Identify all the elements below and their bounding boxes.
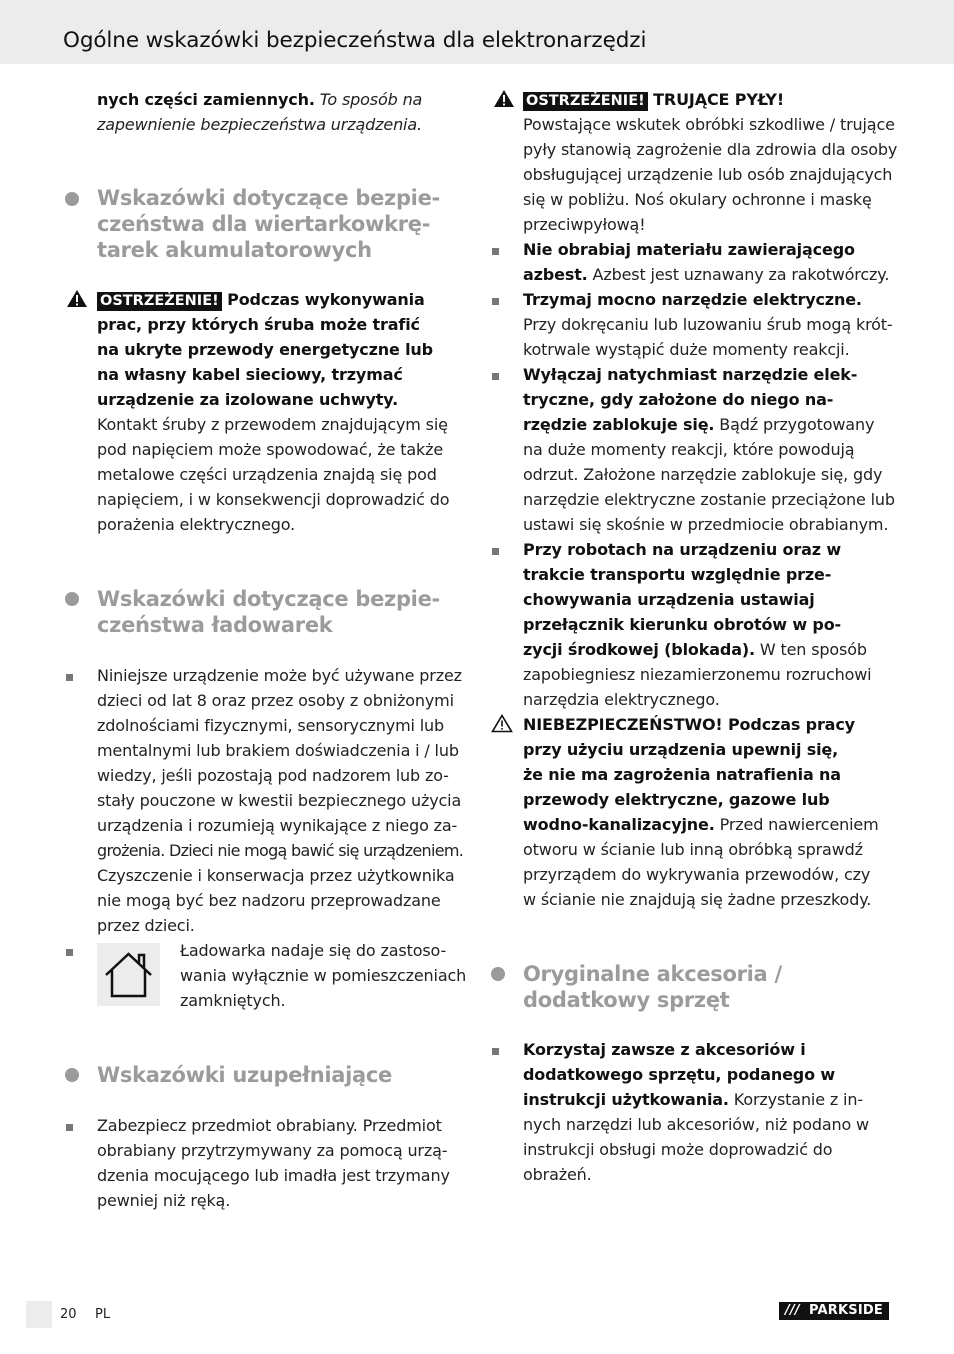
heading-bullet: [491, 967, 505, 981]
warning-bold-line: na ukryte przewody energetyczne lub: [97, 340, 433, 359]
body-line: ustawi się skośnie w przedmiocie obrabianym.: [523, 515, 889, 534]
house-icon: [97, 943, 160, 1006]
body-line: pewniej niż ręką.: [97, 1191, 231, 1210]
bold-line: zycji środkowej (blokada).: [523, 640, 755, 659]
body-line: stały pouczone w kwestii bezpiecznego użycia: [97, 791, 462, 810]
body-line: mentalnymi lub brakiem doświadczenia i / lub: [97, 741, 459, 760]
warning-bold-line: urządzenie za izolowane uchwyty.: [97, 390, 399, 409]
body-line: porażenia elektrycznego.: [97, 515, 296, 534]
body-line: nych narzędzi lub akcesoriów, niż podano w: [523, 1115, 869, 1134]
body-line: Ładowarka nadaje się do zastoso-: [180, 941, 447, 960]
page-title: Ogólne wskazówki bezpieczeństwa dla elektronarzędzi: [63, 28, 647, 53]
heading-bullet: [65, 192, 79, 206]
body-line: Przed nawierceniem: [714, 815, 879, 834]
warning-block-dust: [523, 87, 903, 237]
body-line: Niniejsze urządzenie może być używane przez: [97, 666, 462, 685]
body-line: zdolnościami fizycznymi, sensorycznymi lub: [97, 716, 445, 735]
body-line: w ścianie nie znajdują się żadne przeszkody.: [523, 890, 872, 909]
logo-stripes: ///: [785, 1303, 800, 1318]
list-item-accessories: [523, 1037, 903, 1187]
language-code: PL: [95, 1307, 111, 1322]
intro-bold-text: nych części zamiennych.: [97, 90, 315, 109]
list-item-indoor: [180, 938, 475, 1013]
danger-triangle-icon: [491, 714, 513, 733]
warning-bold-line: Podczas wykonywania: [221, 290, 425, 309]
body-line: wania wyłącznie w pomieszczeniach: [180, 966, 467, 985]
body-line: wiedzy, jeśli pozostają pod nadzorem lub zo-: [97, 766, 449, 785]
intro-paragraph: [97, 87, 467, 137]
list-item-switch-off: [523, 362, 903, 537]
list-bullet: [492, 1048, 499, 1055]
body-line: grożenia. Dzieci nie mogą bawić się urządzeniem.: [97, 841, 464, 860]
list-bullet: [492, 373, 499, 380]
intro-italic-text-2: zapewnienie bezpieczeństwa urządzenia.: [97, 115, 422, 134]
page-header: [0, 0, 954, 64]
body-line: obsługującej urządzenie lub osób znajdujących: [523, 165, 893, 184]
heading-line: Wskazówki dotyczące bezpie-: [97, 186, 440, 210]
body-line: narzędzie elektryczne zostanie przeciążone lub: [523, 490, 895, 509]
list-item-direction-switch: [523, 537, 903, 712]
body-line: się w pobliżu. Noś okulary ochronne i maskę: [523, 190, 872, 209]
heading-line: Wskazówki dotyczące bezpie-: [97, 587, 440, 611]
body-line: narzędzia elektrycznego.: [523, 690, 720, 709]
body-line: napięciem, i w konsekwencji doprowadzić do: [97, 490, 450, 509]
page-number: 20: [60, 1307, 77, 1322]
heading-accessories: [523, 961, 903, 1013]
bold-line: Nie obrabiaj materiału zawierającego: [523, 240, 855, 259]
body-line: zamkniętych.: [180, 991, 286, 1010]
danger-block: [523, 712, 903, 912]
body-line: Czyszczenie i konserwacja przez użytkownika: [97, 866, 455, 885]
bold-line: przełącznik kierunku obrotów w po-: [523, 615, 842, 634]
body-line: urządzenia i rozumieją wynikające z niego za-: [97, 816, 458, 835]
body-line: nie mogą być bez nadzoru przeprowadzane: [97, 891, 441, 910]
bold-line: przewody elektryczne, gazowe lub: [523, 790, 830, 809]
heading-bullet: [65, 1068, 79, 1082]
bold-line: azbest.: [523, 265, 588, 284]
body-line: kotrwale wystąpić duże momenty reakcji.: [523, 340, 850, 359]
list-bullet: [492, 298, 499, 305]
heading-line: tarek akumulatorowych: [97, 238, 372, 262]
list-bullet: [492, 248, 499, 255]
bold-line: instrukcji użytkowania.: [523, 1090, 729, 1109]
bold-line: Wyłączaj natychmiast narzędzie elek-: [523, 365, 858, 384]
heading-additional: Wskazówki uzupełniające: [97, 1063, 392, 1087]
list-item-workpiece: [97, 1113, 472, 1213]
bold-line: przy użyciu urządzenia upewnij się,: [523, 740, 839, 759]
body-line: W ten sposób: [754, 640, 867, 659]
warning-block-screw: [97, 287, 472, 537]
body-line: Bądź przygotowany: [714, 415, 875, 434]
list-bullet: [66, 1124, 73, 1131]
logo-text: PARKSIDE: [809, 1303, 883, 1318]
body-line: metalowe części urządzenia znajdą się pod: [97, 465, 437, 484]
warning-triangle-icon: [493, 89, 515, 108]
bold-line: Przy robotach na urządzeniu oraz w: [523, 540, 841, 559]
list-item-children: [97, 663, 472, 938]
body-line: przyrządem do wykrywania przewodów, czy: [523, 865, 871, 884]
list-bullet: [66, 949, 73, 956]
body-line: obrabiany przytrzymywany za pomocą urzą-: [97, 1141, 448, 1160]
body-line: instrukcji obsługi może doprowadzić do obrażeń.: [523, 1140, 833, 1184]
heading-drill-safety: [97, 185, 467, 263]
body-line: Azbest jest uznawany za rakotwórczy.: [587, 265, 890, 284]
body-line: pod napięciem może spowodować, że także: [97, 440, 444, 459]
heading-line: dodatkowy sprzęt: [523, 988, 730, 1012]
body-line: dzieci od lat 8 oraz przez osoby z obniżonymi: [97, 691, 454, 710]
body-line: Przy dokręcaniu lub luzowaniu śrub mogą krót-: [523, 315, 893, 334]
body-line: przeciwpyłową!: [523, 215, 646, 234]
list-item-hold-tool: [523, 287, 903, 362]
bold-line: NIEBEZPIECZEŃSTWO! Podczas pracy: [523, 715, 855, 734]
warning-title: TRUJĄCE PYŁY!: [647, 90, 784, 109]
warning-bold-line: na własny kabel sieciowy, trzymać: [97, 365, 403, 384]
body-line: pyły stanowią zagrożenie dla zdrowia dla osoby: [523, 140, 898, 159]
bold-line: Korzystaj zawsze z akcesoriów i: [523, 1040, 806, 1059]
warning-triangle-icon: [66, 289, 88, 308]
body-line: Zabezpiecz przedmiot obrabiany. Przedmiot: [97, 1116, 442, 1135]
warning-badge: OSTRZEŻENIE!: [97, 292, 222, 311]
body-line: przez dzieci.: [97, 916, 195, 935]
body-line: na duże momenty reakcji, które powodują: [523, 440, 855, 459]
bold-line: Trzymaj mocno narzędzie elektryczne.: [523, 290, 862, 309]
indoor-use-symbol: [97, 943, 160, 1006]
body-line: otworu w ścianie lub inną obróbką sprawdź: [523, 840, 863, 859]
parkside-logo: [779, 1302, 889, 1320]
heading-line: czeństwa dla wiertarkowkrę-: [97, 212, 431, 236]
bold-line: chowywania urządzenia ustawiaj: [523, 590, 815, 609]
body-line: Korzystanie z in-: [728, 1090, 863, 1109]
body-line: dzenia mocującego lub imadła jest trzymany: [97, 1166, 450, 1185]
body-line: odrzut. Założone narzędzie zablokuje się, gdy: [523, 465, 883, 484]
bold-line: że nie ma zagrożenia natrafienia na: [523, 765, 841, 784]
body-line: zapobiegniesz niezamierzonemu rozruchowi: [523, 665, 872, 684]
list-bullet: [66, 674, 73, 681]
intro-italic-text: To sposób na: [314, 90, 423, 109]
list-item-asbestos: [523, 237, 903, 287]
heading-bullet: [65, 592, 79, 606]
warning-badge: OSTRZEŻENIE!: [523, 92, 648, 111]
heading-line: Oryginalne akcesoria /: [523, 962, 782, 986]
heading-charger-safety: [97, 586, 467, 638]
bold-line: trakcie transportu względnie prze-: [523, 565, 832, 584]
bold-line: rzędzie zablokuje się.: [523, 415, 715, 434]
body-line: Powstające wskutek obróbki szkodliwe / trujące: [523, 115, 895, 134]
bold-line: dodatkowego sprzętu, podanego w: [523, 1065, 835, 1084]
heading-line: czeństwa ładowarek: [97, 613, 333, 637]
body-line: Kontakt śruby z przewodem znajdującym się: [97, 415, 448, 434]
bold-line: tryczne, gdy założone do niego na-: [523, 390, 834, 409]
list-bullet: [492, 548, 499, 555]
footer-marker: [26, 1301, 52, 1328]
bold-line: wodno-kanalizacyjne.: [523, 815, 715, 834]
warning-bold-line: prac, przy których śruba może trafić: [97, 315, 420, 334]
